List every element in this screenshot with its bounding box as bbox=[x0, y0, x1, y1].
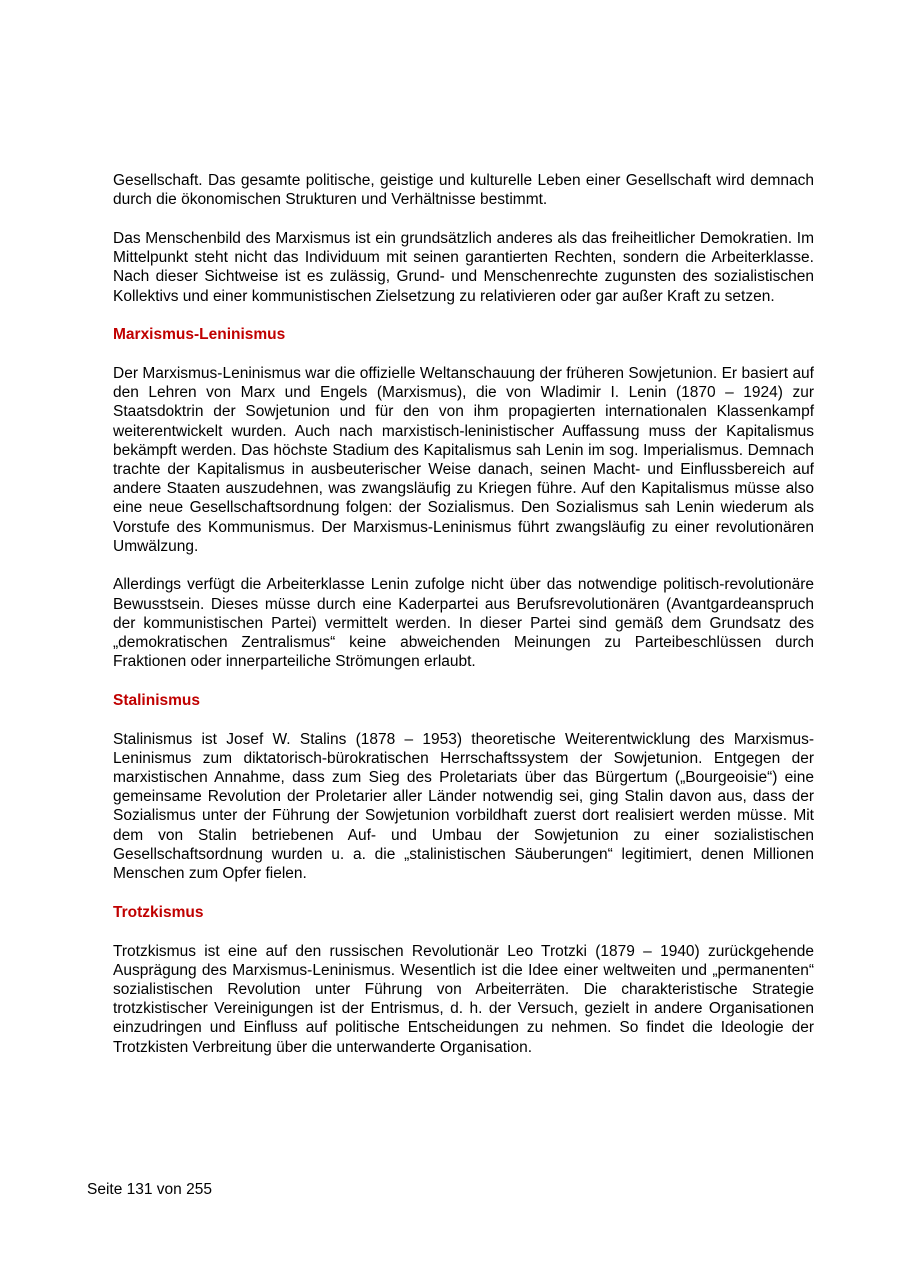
heading-marxismus-leninismus: Marxismus-Leninismus bbox=[113, 326, 286, 344]
paragraph-stalinismus: Stalinismus ist Josef W. Stalins (1878 – 1953) theoretische Weiterentwicklung des Marxismus-Leninismus zum diktatorisch-bürokratischen Herrschaftssystem der Sowjetunion. Entgegen der marxistischen Annahme, dass zum Sieg des Proletariats über das Bürgertum („Bourgeoisie“) eine gemeinsame Revolution der Proletarier aller Länder notwendig sei, ging Stalin davon aus, dass der Sozialismus unter der Führung der Sowjetunion vorbildhaft zuerst dort realisiert werden müsse. Mit dem von Stalin betriebenen Auf- und Umbau der Sowjetunion zu einer sozialistischen Gesellschaftsordnung wurden u. a. die „stalinistischen Säuberungen“ legitimiert, denen Millionen Menschen zum Opfer fielen. bbox=[113, 730, 814, 883]
document-body bbox=[113, 171, 814, 1076]
page-number: Seite 131 von 255 bbox=[87, 1181, 212, 1198]
heading-trotzkismus: Trotzkismus bbox=[113, 903, 204, 921]
paragraph-marxismus-leninismus-1: Der Marxismus-Leninismus war die offizielle Weltanschauung der früheren Sowjetunion. Er basiert auf den Lehren von Marx und Engels (Marxismus), die von Wladimir I. Lenin (1870 – 1924) zur Staatsdoktrin der Sowjetunion und für den von ihm propagierten internationalen Klassenkampf weiterentwickelt wurden. Auch nach marxistisch-leninistischer Auffassung muss der Kapitalismus bekämpft werden. Das höchste Stadium des Kapitalismus sah Lenin im sog. Imperialismus. Demnach trachte der Kapitalismus in ausbeuterischer Weise danach, seinen Macht- und Einflussbereich auf andere Staaten auszudehnen, was zwangsläufig zu Kriegen führe. Auf den Kapitalismus müsse also eine neue Gesellschaftsordnung folgen: der Sozialismus. Den Sozialismus sah Lenin wiederum als Vorstufe des Kommunismus. Der Marxismus-Leninismus führt zwangsläufig zu einer revolutionären Umwälzung. bbox=[113, 364, 814, 555]
heading-stalinismus: Stalinismus bbox=[113, 691, 200, 709]
paragraph-marxismus-leninismus-2: Allerdings verfügt die Arbeiterklasse Lenin zufolge nicht über das notwendige politisch-revolutionäre Bewusstsein. Dieses müsse durch eine Kaderpartei aus Berufsrevolutionären (Avantgardeanspruch der kommunistischen Partei) vermittelt werden. In dieser Partei sind gemäß dem Grundsatz des „demokratischen Zentralismus“ keine abweichenden Meinungen zu Parteibeschlüssen durch Fraktionen oder innerparteiliche Strömungen erlaubt. bbox=[113, 576, 814, 671]
paragraph-trotzkismus: Trotzkismus ist eine auf den russischen Revolutionär Leo Trotzki (1879 – 1940) zurückgehende Ausprägung des Marxismus-Leninismus. Wesentlich ist die Idee einer weltweiten und „permanenten“ sozialistischen Revolution unter Führung von Arbeiterräten. Die charakteristische Strategie trotzkistischer Vereinigungen ist der Entrismus, d. h. der Versuch, gezielt in andere Organisationen einzudringen und Einfluss auf politische Entscheidungen zu nehmen. So findet die Ideologie der Trotzkisten Verbreitung über die unterwanderte Organisation. bbox=[113, 942, 814, 1056]
paragraph-menschenbild: Das Menschenbild des Marxismus ist ein grundsätzlich anderes als das freiheitlicher Demokratien. Im Mittelpunkt steht nicht das Individuum mit seinen garantierten Rechten, sondern die Arbeiterklasse. Nach dieser Sichtweise ist es zulässig, Grund- und Menschenrechte zugunsten des sozialistischen Kollektivs und einer kommunistischen Zielsetzung zu relativieren oder gar außer Kraft zu setzen. bbox=[113, 229, 814, 305]
paragraph-intro-continuation: Gesellschaft. Das gesamte politische, geistige und kulturelle Leben einer Gesellschaft wird demnach durch die ökonomischen Strukturen und Verhältnisse bestimmt. bbox=[113, 172, 814, 209]
